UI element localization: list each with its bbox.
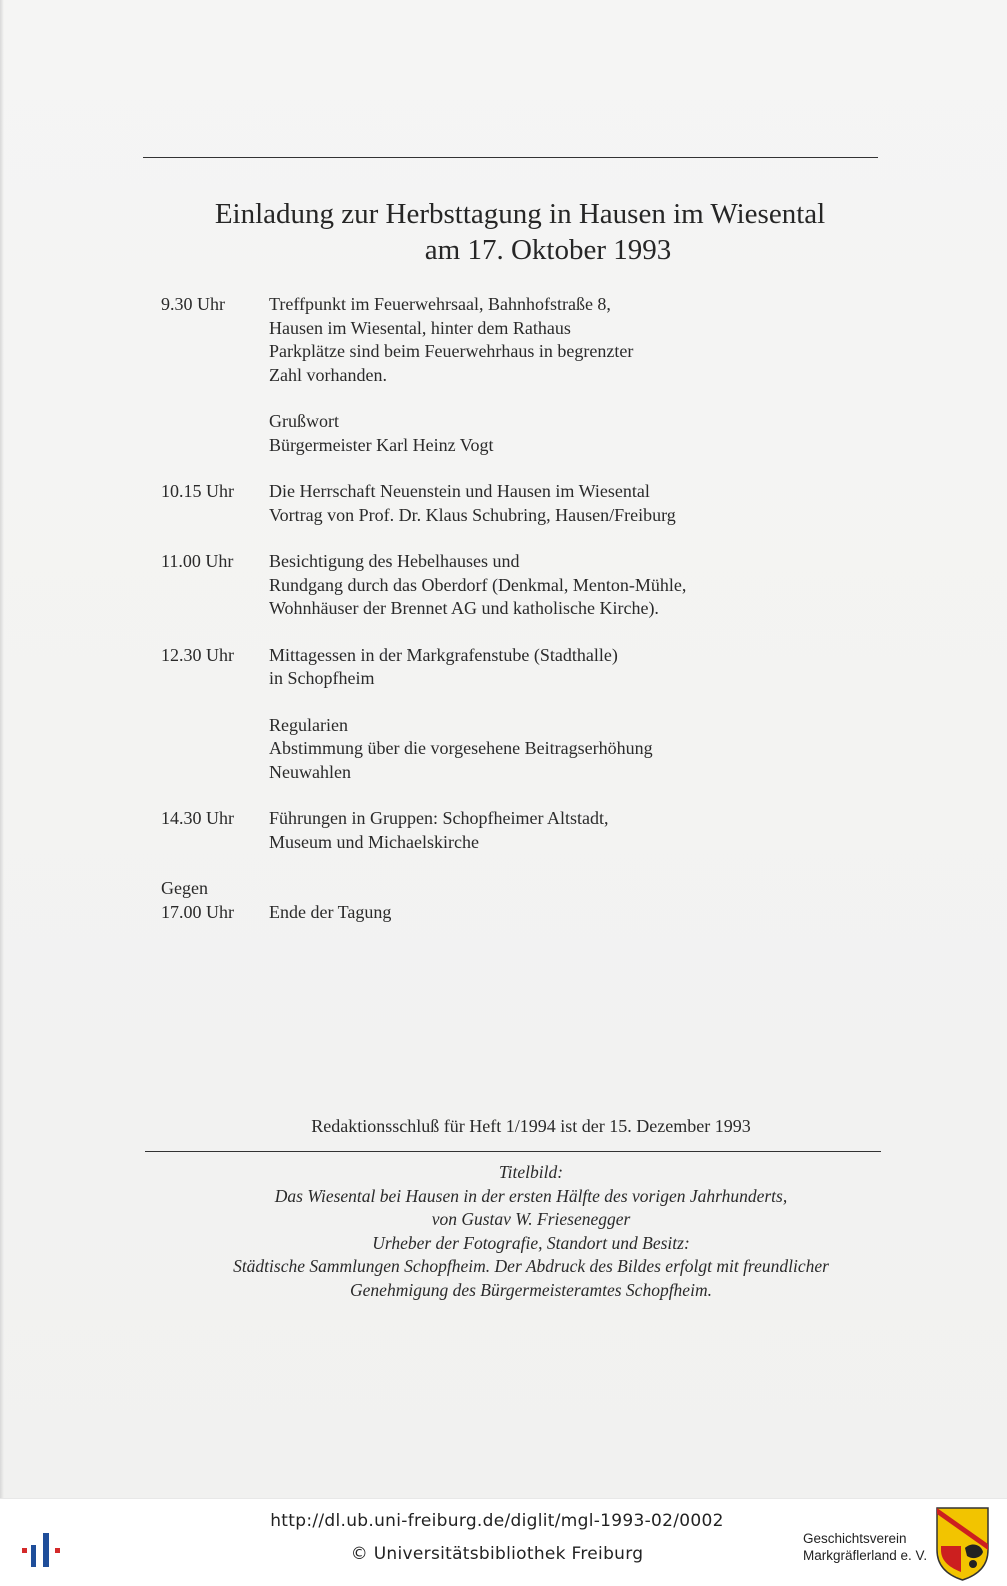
publisher-name [803,1530,927,1564]
top-rule [143,157,878,158]
entry-line: in Schopfheim [269,668,375,688]
document-title-line-2: am 17. Oktober 1993 [424,234,672,266]
entry-description [269,410,861,457]
caption-line: Das Wiesental bei Hausen in der ersten Hälfte des vorigen Jahrhunderts, [274,1185,788,1206]
entry-line: Mittagessen in der Markgrafenstube (Stadthalle) [269,644,618,665]
bottom-rule [145,1151,881,1152]
entry-time: 10.15 Uhr [161,481,234,501]
entry-description [269,480,861,527]
entry-line: Führungen in Gruppen: Schopfheimer Altstadt, [269,808,609,828]
schedule-entry [161,550,861,621]
entry-line: Museum und Michaelskirche [269,831,479,852]
publisher-line-1: Geschichtsverein [803,1531,907,1546]
entry-line: Treffpunkt im Feuerwehrsaal, Bahnhofstraße 8, [269,294,611,314]
editorial-deadline: Redaktionsschluß für Heft 1/1994 ist der 15. Dezember 1993 [311,1116,751,1136]
program-schedule [161,293,861,947]
schedule-entry [161,807,861,854]
schedule-entry [161,714,861,785]
entry-time [161,714,269,785]
schedule-entry [161,480,861,527]
caption-line: Titelbild: [498,1162,564,1182]
entry-time: Gegen 17.00 Uhr [161,878,234,922]
caption-line: Urheber der Fotografie, Standort und Besitz: [372,1232,690,1253]
copyright-notice: © Universitätsbibliothek Freiburg [350,1544,644,1564]
entry-line: Besichtigung des Hebelhauses und [269,551,520,571]
entry-description [269,807,861,854]
entry-description [269,550,861,621]
entry-line: Bürgermeister Karl Heinz Vogt [269,434,494,455]
entry-line: Hausen im Wiesental, hinter dem Rathaus [269,317,571,338]
entry-line [269,877,861,901]
entry-line: Zahl vorhanden. [269,364,387,385]
coat-of-arms-icon [935,1506,990,1582]
entry-line: Ende der Tagung [269,901,392,922]
entry-line: Grußwort [269,411,339,431]
entry-line: Vortrag von Prof. Dr. Klaus Schubring, Hausen/Freiburg [269,504,676,525]
entry-line: Parkplätze sind beim Feuerwehrhaus in begrenzter [269,341,634,361]
entry-time [161,410,269,457]
entry-description [269,293,861,387]
entry-line: Rundgang durch das Oberdorf (Denkmal, Menton-Mühle, [269,574,687,595]
caption-line: Städtische Sammlungen Schopfheim. Der Abdruck des Bildes erfolgt mit freundlicher [233,1256,829,1276]
schedule-entry [161,293,861,387]
caption-line: Genehmigung des Bürgermeisteramtes Schopfheim. [350,1279,712,1300]
schedule-entry [161,410,861,457]
entry-time: 12.30 Uhr [161,644,234,665]
page-edge-shadow [0,0,4,1510]
entry-line: Die Herrschaft Neuenstein und Hausen im Wiesental [269,481,650,501]
entry-time: 14.30 Uhr [161,808,234,828]
entry-line: Neuwahlen [269,761,351,782]
ub-freiburg-logo-icon [22,1533,66,1567]
entry-time: 11.00 Uhr [161,551,234,571]
entry-time: 9.30 Uhr [161,294,225,314]
entry-line: Abstimmung über die vorgesehene Beitragserhöhung [269,738,653,758]
footer-bar [0,1498,1007,1586]
schedule-entry [161,644,861,691]
entry-line: Wohnhäuser der Brennet AG und katholische Kirche). [269,598,659,618]
cover-caption [143,1161,919,1302]
entry-description [269,644,861,691]
publisher-line-2: Markgräflerland e. V. [803,1548,928,1563]
entry-description [269,714,861,785]
schedule-entry [161,877,861,924]
permalink-url[interactable]: http://dl.ub.uni-freiburg.de/diglit/mgl-1993-02/0002 [270,1511,724,1531]
caption-line: von Gustav W. Friesenegger [431,1209,631,1229]
entry-line: Regularien [269,714,348,735]
entry-description [269,877,861,924]
document-title-line-1: Einladung zur Herbsttagung in Hausen im Wiesental [214,198,826,230]
